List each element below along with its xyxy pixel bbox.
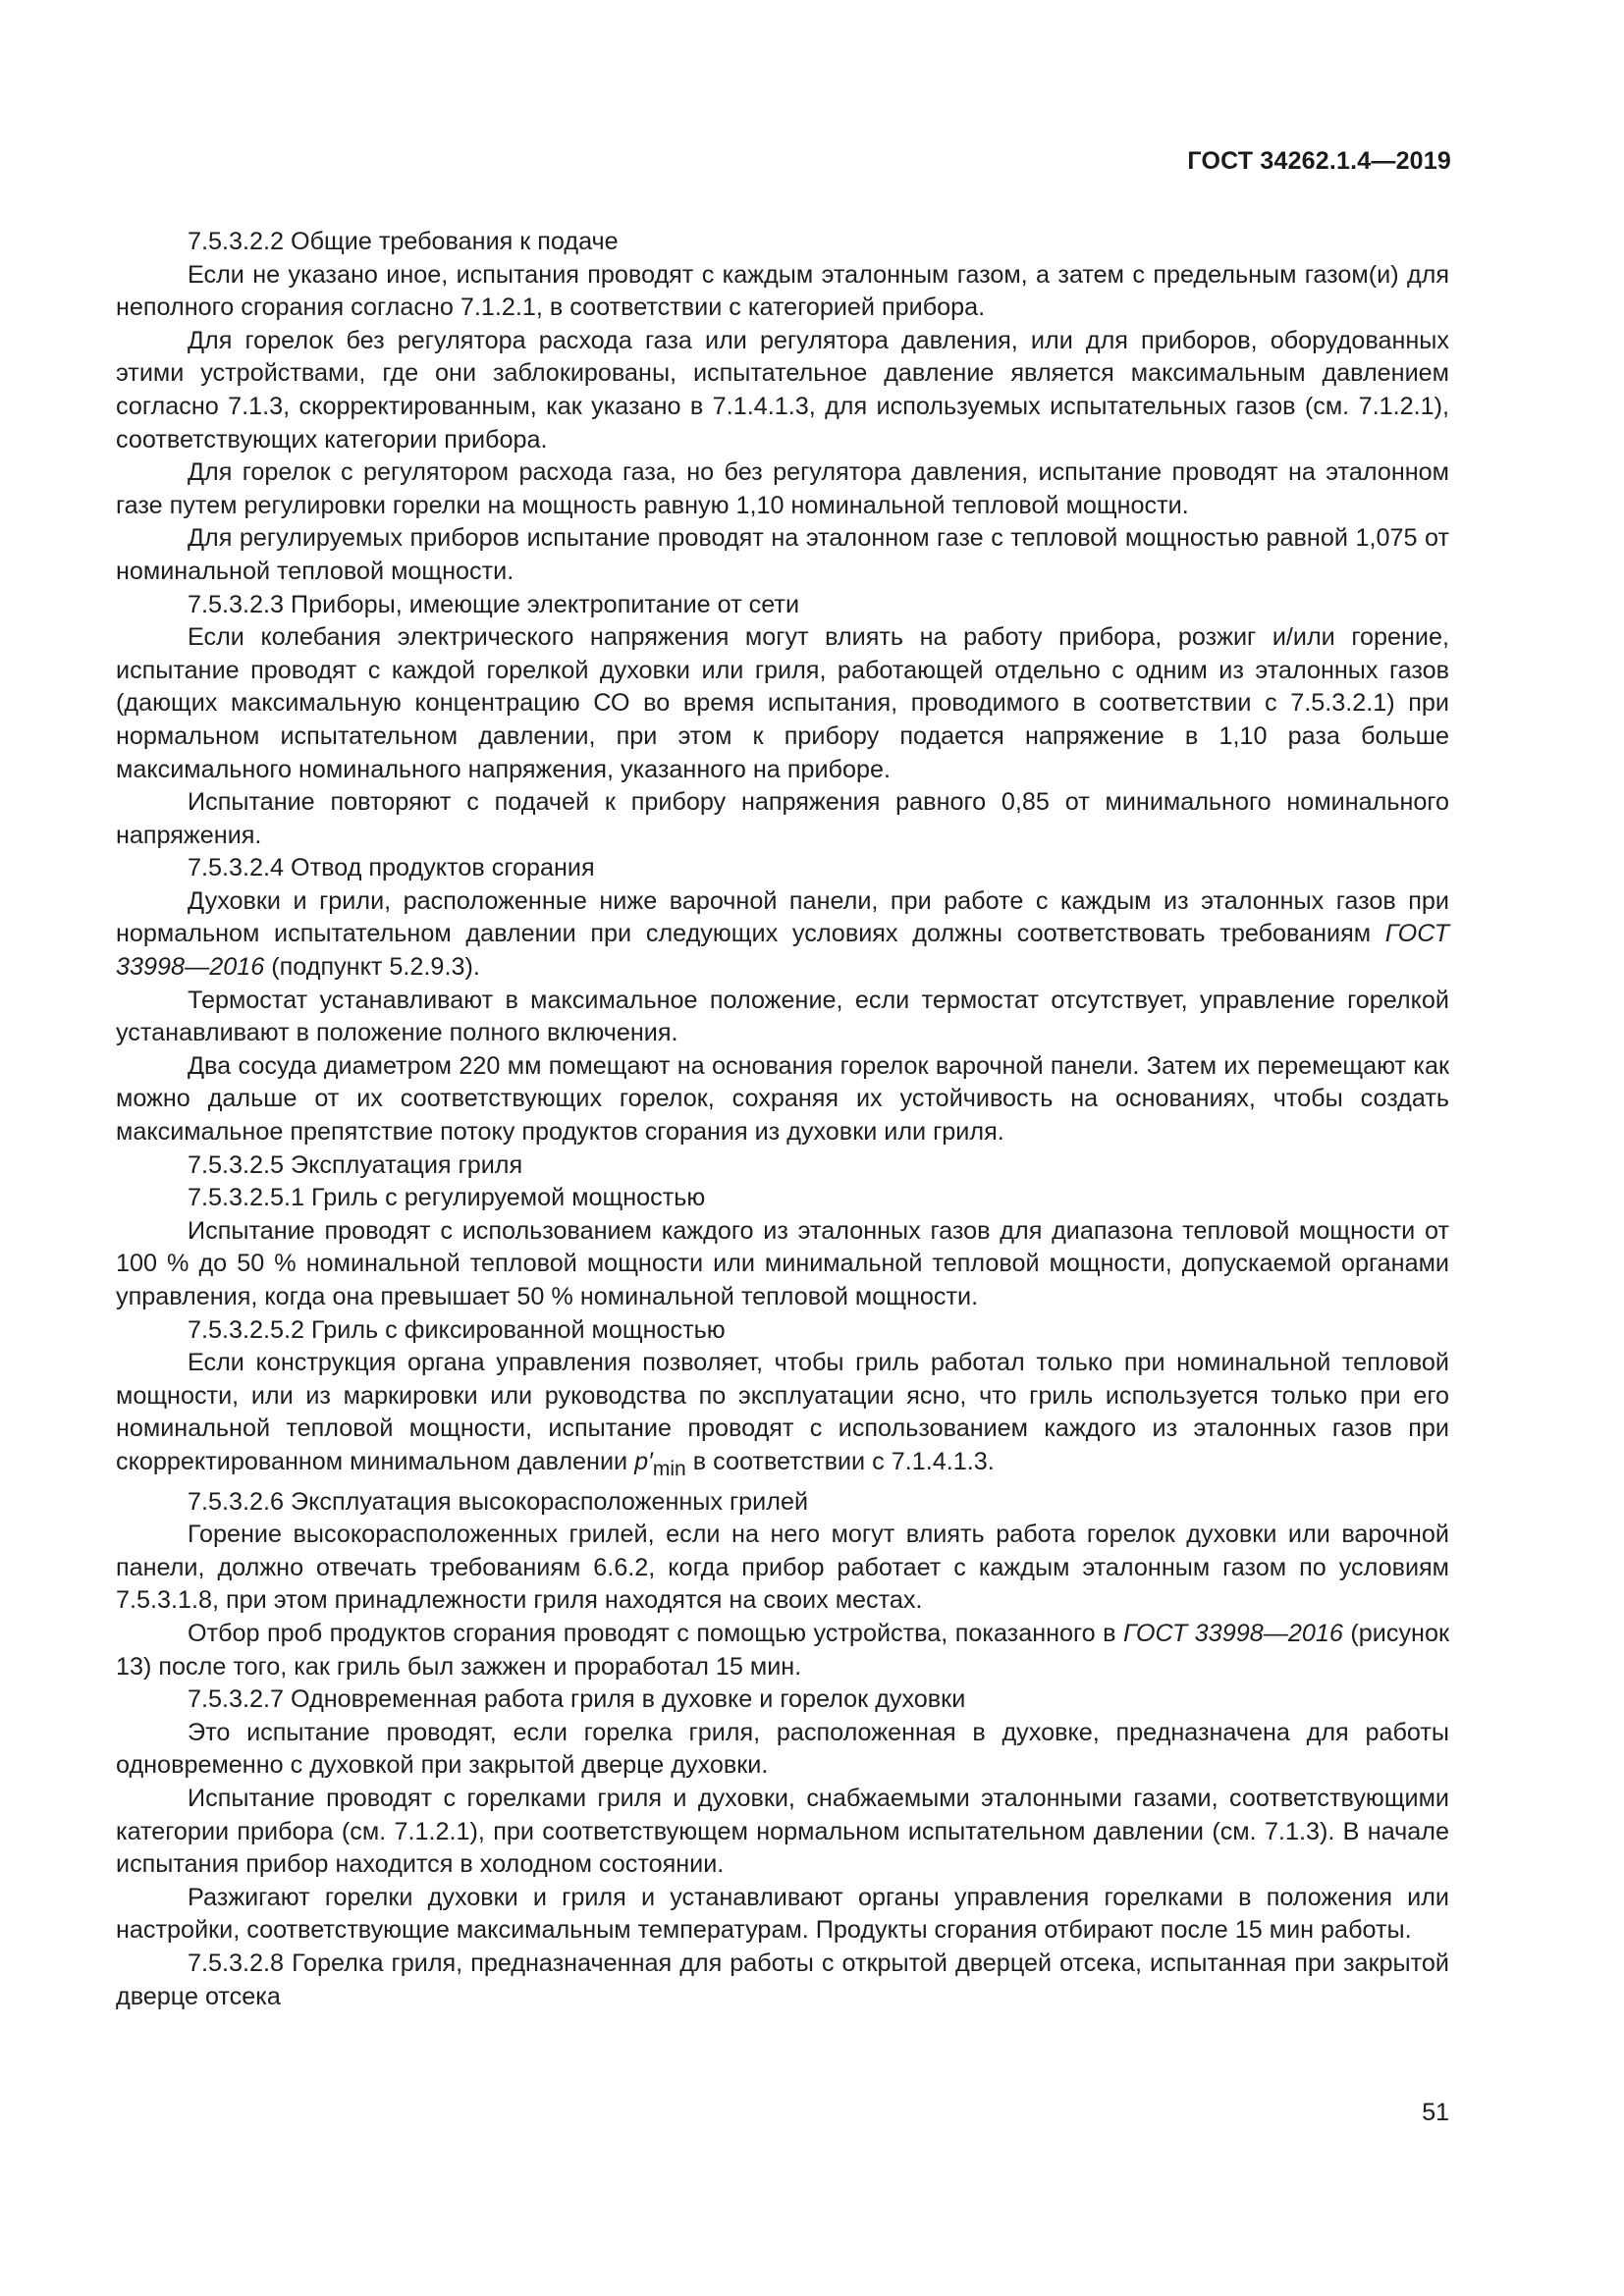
paragraph: Термостат устанавливают в максимальное положение, если термостат отсутствует, управление горелкой устанавливают в положение полного включения. xyxy=(116,986,1449,1047)
paragraph xyxy=(116,1618,1449,1683)
document-body xyxy=(116,226,1449,2013)
section-heading: 7.5.3.2.7 Одновременная работа гриля в духовке и горелок духовки xyxy=(188,1685,966,1714)
paragraph: Это испытание проводят, если горелка гриля, расположенная в духовке, предназначена для работы одновременно с духовкой при закрытой дверце духовки. xyxy=(116,1718,1449,1780)
document-header: ГОСТ 34262.1.4—2019 xyxy=(1187,147,1451,175)
paragraph: Если колебания электрического напряжения могут влиять на работу прибора, розжиг и/или горение, испытание проводят с каждой горелкой духовки или гриля, работающей отдельно с одним из эталонных газов (дающих максимальную концентрацию СО во время испытания, проводимого в соответствии с 7.5.3.2.1) при нормальном испытательном давлении, при этом к прибору подается напряжение в 1,10 раза больше максимального номинального напряжения, указанного на приборе. xyxy=(116,623,1449,783)
section-heading: 7.5.3.2.2 Общие требования к подаче xyxy=(188,228,619,255)
paragraph: Разжигают горелки духовки и гриля и устанавливают органы управления горелками в положения или настройки, соответствующие максимальным температурам. Продукты сгорания отбирают после 15 мин работы. xyxy=(116,1883,1449,1945)
paragraph-text: (рисунок 13) после того, как гриль был зажжен и проработал 15 мин. xyxy=(116,1619,1449,1681)
paragraph: Для регулируемых приборов испытание проводят на эталонном газе с тепловой мощностью равной 1,075 от номинальной тепловой мощности. xyxy=(116,524,1449,585)
paragraph: Для горелок без регулятора расхода газа или регулятора давления, или для приборов, оборудованных этими устройствами, где они заблокированы, испытательное давление является максимальным давлением согласно 7.1.3, скорректированным, как указано в 7.1.4.1.3, для используемых испытательных газов (см. 7.1.2.1), соответствующих категории прибора. xyxy=(116,326,1449,454)
formula-symbol: p′ xyxy=(634,1447,653,1475)
section-heading: 7.5.3.2.4 Отвод продуктов сгорания xyxy=(188,854,595,882)
paragraph xyxy=(116,1347,1449,1485)
paragraph: Испытание проводят с горелками гриля и духовки, снабжаемыми эталонными газами, соответствующими категории прибора (см. 7.1.2.1), при соответствующем нормальном испытательном давлении (см. 7.1.3). В начале испытания прибор находится в холодном состоянии. xyxy=(116,1784,1449,1879)
formula-subscript: min xyxy=(652,1458,686,1480)
standard-reference: ГОСТ 33998—2016 xyxy=(1123,1619,1343,1647)
paragraph-text: (подпункт 5.2.9.3). xyxy=(271,953,480,982)
paragraph: Горение высокорасположенных грилей, если на него могут влиять работа горелок духовки или варочной панели, должно отвечать требованиям 6.6.2, когда прибор работает с каждым эталонным газом по условиям 7.5.3.1.8, при этом принадлежности гриля находятся на своих местах. xyxy=(116,1521,1449,1615)
paragraph-text: Духовки и грили, расположенные ниже варочной панели, при работе с каждым из эталонных газов при нормальном испытательном давлении при следующих условиях должны соответствовать требованиям xyxy=(116,886,1449,948)
paragraph: Два сосуда диаметром 220 мм помещают на основания горелок варочной панели. Затем их перемещают как можно дальше от их соответствующих горелок, сохраняя их устойчивость на основаниях, чтобы создать максимальное препятствие потоку продуктов сгорания из духовки или гриля. xyxy=(116,1051,1449,1147)
paragraph: Если не указано иное, испытания проводят с каждым эталонным газом, а затем с предельным газом(и) для неполного сгорания согласно 7.1.2.1, в соответствии с категорией прибора. xyxy=(116,260,1449,322)
section-heading: 7.5.3.2.8 Горелка гриля, предназначенная для работы с открытой дверцей отсека, испытанная при закрытой дверце отсека xyxy=(116,1949,1449,2010)
paragraph: Испытание проводят с использованием каждого из эталонных газов для диапазона тепловой мощности от 100 % до 50 % номинальной тепловой мощности или минимальной тепловой мощности, допускаемой органами управления, когда она превышает 50 % номинальной тепловой мощности. xyxy=(116,1216,1449,1310)
section-heading: 7.5.3.2.5.1 Гриль с регулируемой мощностью xyxy=(188,1184,706,1212)
page-number: 51 xyxy=(1422,2099,1449,2126)
paragraph-text: в соответствии с 7.1.4.1.3. xyxy=(692,1447,995,1475)
section-heading: 7.5.3.2.5 Эксплуатация гриля xyxy=(188,1150,523,1179)
section-heading: 7.5.3.2.3 Приборы, имеющие электропитание от сети xyxy=(188,590,800,618)
paragraph: Испытание повторяют с подачей к прибору напряжения равного 0,85 от минимального номинального напряжения. xyxy=(116,788,1449,849)
paragraph: Для горелок с регулятором расхода газа, но без регулятора давления, испытание проводят на эталонном газе путем регулировки горелки на мощность равную 1,10 номинальной тепловой мощности. xyxy=(116,458,1449,519)
paragraph-text: Отбор проб продуктов сгорания проводят с помощью устройства, показанного в xyxy=(188,1619,1116,1647)
paragraph-text: Если конструкция органа управления позволяет, чтобы гриль работал только при номинальной тепловой мощности, или из маркировки или руководства по эксплуатации ясно, что гриль используется только при его номинальной тепловой мощности, испытание проводят с использованием каждого из эталонных газов при скорректированном минимальном давлении xyxy=(116,1349,1449,1475)
section-heading: 7.5.3.2.5.2 Гриль с фиксированной мощностью xyxy=(188,1315,726,1344)
standard-reference: ГОСТ 33998—2016 xyxy=(116,920,1449,982)
paragraph xyxy=(116,885,1449,985)
section-heading: 7.5.3.2.6 Эксплуатация высокорасположенных грилей xyxy=(188,1487,809,1516)
